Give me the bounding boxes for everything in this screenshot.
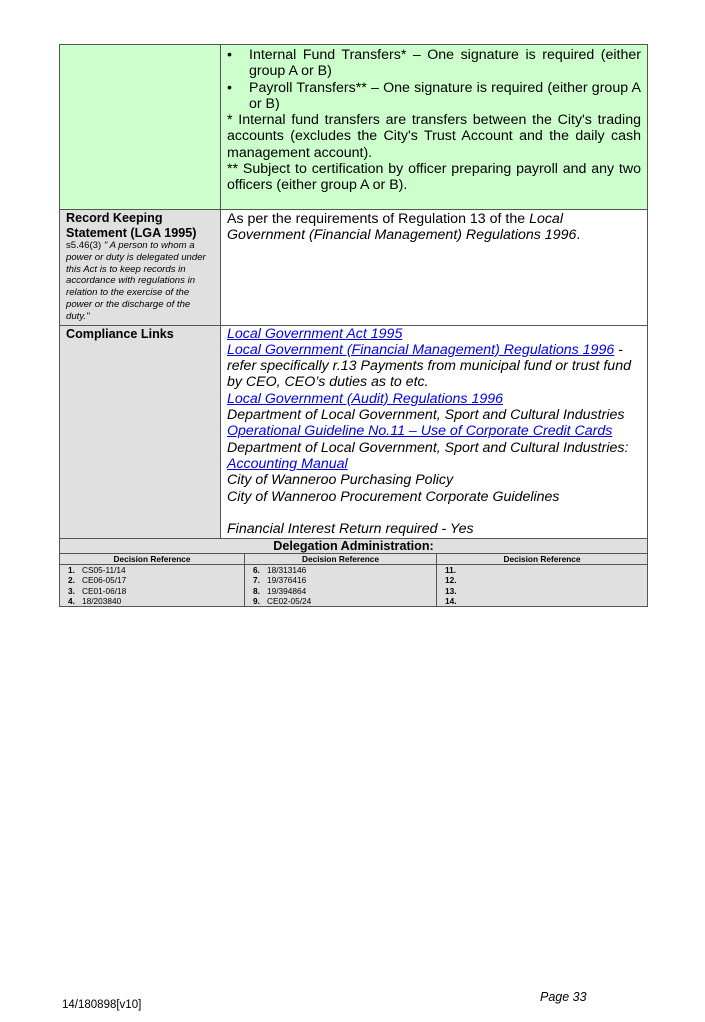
dept-text: Department of Local Government, Sport and Cultural Industries bbox=[227, 407, 625, 424]
admin-col-2 bbox=[245, 565, 437, 607]
decision-ref-row: 11. bbox=[445, 565, 457, 576]
admin-header-row bbox=[60, 554, 648, 565]
delegation-document bbox=[59, 44, 648, 607]
admin-col-3 bbox=[437, 565, 648, 607]
record-keeping-quote: s5.46(3) " A person to whom a power or duty is delegated under this Act is to keep records in accordance with regulations in relation to the exercise of the power or the discharge of the duty." bbox=[66, 240, 206, 322]
authorisation-row bbox=[60, 45, 648, 210]
regulation-title: Local Government (Financial Management) Regulations 1996 bbox=[227, 211, 577, 244]
admin-col-1 bbox=[60, 565, 245, 607]
record-keeping-content-cell: As per the requirements of Regulation 13 of the Local Government (Financial Management) Regulations 1996. bbox=[221, 210, 648, 326]
link-accounting-manual[interactable]: Accounting Manual bbox=[227, 455, 348, 472]
bullet-icon: • bbox=[227, 79, 232, 96]
signature-bullets bbox=[227, 47, 641, 112]
decision-ref-row: 8. 19/394864 bbox=[253, 585, 307, 596]
bullet-icon: • bbox=[227, 47, 232, 63]
record-keeping-label: Record Keeping Statement (LGA 1995) bbox=[66, 211, 197, 240]
admin-col-header: Decision Reference bbox=[60, 554, 245, 565]
delegation-admin-table bbox=[59, 553, 648, 607]
decision-ref-row: 3. CE01-06/18 bbox=[68, 585, 127, 596]
compliance-content-cell: Local Government Act 1995 Local Government (Financial Management) Regulations 1996 - refer specifically r.13 Payments from municipal fund or trust fund by CEO, CEO’s duties as to etc. Local Government (Audit) Regulations 1996 Department of Local Government, Sport and Cultural Industries Operational Guideline No.11 – Use of Corporate Credit Cards Department of Local Government, Sport and Cultural Industries: Accounting Manual City of Wanneroo Purchasing Policy City of Wanneroo Procurement Corporate Guidelines Financial Interest Return required - Yes bbox=[221, 325, 648, 539]
record-keeping-label-cell bbox=[60, 210, 221, 326]
decision-ref-row: 9. CE02-05/24 bbox=[253, 595, 312, 606]
payroll-note: ** Subject to certification by officer preparing payroll and any two officers (either group A or B). bbox=[227, 161, 641, 194]
authorisation-label-cell bbox=[60, 45, 221, 210]
financial-interest-text: Financial Interest Return required - Yes bbox=[227, 520, 474, 537]
decision-ref-row: 6. 18/313146 bbox=[253, 565, 307, 576]
record-keeping-row bbox=[60, 210, 648, 326]
decision-ref-row: 7. 19/376416 bbox=[253, 575, 307, 586]
compliance-label-cell bbox=[60, 325, 221, 539]
delegation-table bbox=[59, 44, 648, 539]
procurement-guidelines-text: City of Wanneroo Procurement Corporate Guidelines bbox=[227, 488, 560, 505]
decision-ref-row: 1. CS05-11/14 bbox=[68, 565, 126, 576]
decision-ref-row: 13. bbox=[445, 585, 457, 596]
decision-ref-row: 14. bbox=[445, 595, 457, 606]
admin-col-header: Decision Reference bbox=[437, 554, 648, 565]
document-reference: 14/180898[v10] bbox=[62, 999, 142, 1011]
admin-body-row bbox=[60, 565, 648, 607]
link-audit-regulations[interactable]: Local Government (Audit) Regulations 1996 bbox=[227, 390, 504, 407]
page-number: Page 33 bbox=[540, 990, 587, 1004]
link-fm-regulations[interactable]: Local Government (Financial Management) Regulations 1996 bbox=[227, 341, 615, 358]
compliance-label: Compliance Links bbox=[66, 326, 174, 341]
link-operational-guideline[interactable]: Operational Guideline No.11 – Use of Corporate Credit Cards bbox=[227, 423, 613, 440]
decision-ref-row: 4. 18/203840 bbox=[68, 595, 122, 606]
authorisation-content-cell bbox=[221, 45, 648, 210]
internal-transfer-note: * Internal fund transfers are transfers between the City's trading accounts (excludes the City's Trust Account and the daily cash management account). bbox=[227, 112, 641, 161]
compliance-row bbox=[60, 325, 648, 539]
decision-ref-row: 12. bbox=[445, 575, 457, 586]
admin-col-header: Decision Reference bbox=[245, 554, 437, 565]
decision-ref-row: 2. CE06-05/17 bbox=[68, 575, 127, 586]
dept-text: Department of Local Government, Sport and Cultural Industries: bbox=[227, 439, 629, 456]
delegation-admin-title: Delegation Administration: bbox=[59, 539, 648, 553]
bullet-item: • Internal Fund Transfers* – One signature is required (either group A or B) bbox=[227, 47, 641, 80]
bullet-item: • Payroll Transfers** – One signature is required (either group A or B) bbox=[227, 79, 641, 112]
purchasing-policy-text: City of Wanneroo Purchasing Policy bbox=[227, 472, 454, 489]
link-lga-1995[interactable]: Local Government Act 1995 bbox=[227, 325, 403, 342]
